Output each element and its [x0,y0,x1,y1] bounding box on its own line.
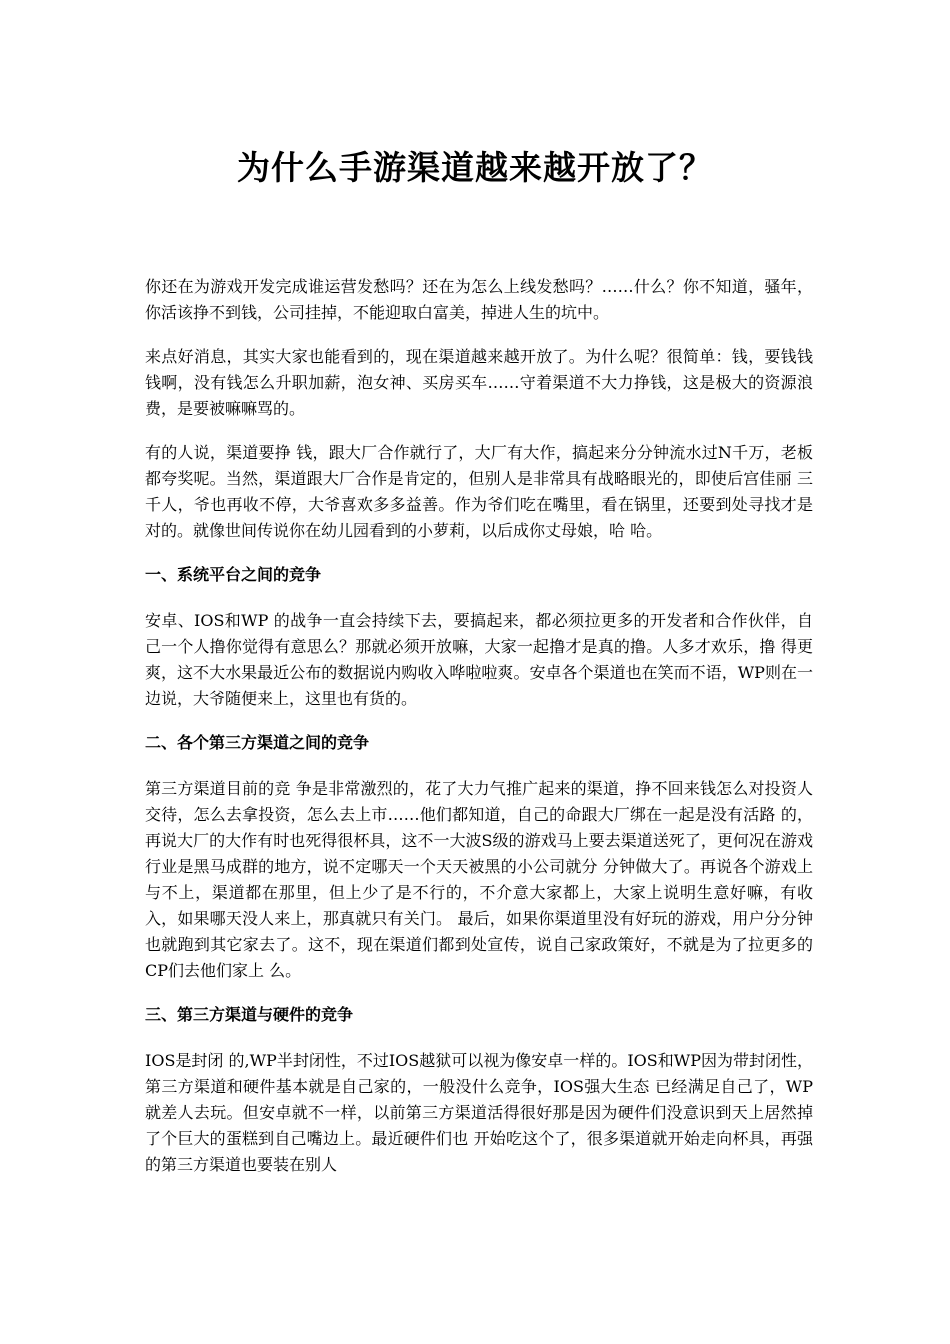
paragraph: 你还在为游戏开发完成谁运营发愁吗？还在为怎么上线发愁吗？……什么？你不知道，骚年，你活该挣不到钱，公司挂掉，不能迎取白富美，掉进人生的坑中。 [145,277,813,322]
paragraph: 来点好消息，其实大家也能看到的，现在渠道越来越开放了。为什么呢？很简单：钱，要钱钱钱啊，没有钱怎么升职加薪，泡女神、买房买车……守着渠道不大力挣钱，这是极大的资源浪费，是要被嘛嘛骂的。 [145,347,813,418]
paragraph: IOS是封闭 的,WP半封闭性，不过IOS越狱可以视为像安卓一样的。IOS和WP因为带封闭性，第三方渠道和硬件基本就是自己家的，一般没什么竞争，IOS强大生态 已经满足自己了，WP就差人去玩。但安卓就不一样，以前第三方渠道活得很好那是因为硬件们没意识到天上居然掉了个巨大的蛋糕到自己嘴边上。最近硬件们也 开始吃这个了，很多渠道就开始走向杯具，再强的第三方渠道也要装在别人 [145,1051,813,1174]
section-heading: 二、各个第三方渠道之间的竞争 [145,733,370,752]
document-body [145,274,813,1196]
section-heading: 一、系统平台之间的竞争 [145,565,322,584]
paragraph: 第三方渠道目前的竞 争是非常激烈的，花了大力气推广起来的渠道，挣不回来钱怎么对投资人交待，怎么去拿投资，怎么去上市……他们都知道，自己的命跟大厂绑在一起是没有活路 的，再说大厂的大作有时也死得很杯具，这不一大波S级的游戏马上要去渠道送死了，更何况在游戏行业是黑马成群的地方，说不定哪天一个天天被黑的小公司就分 分钟做大了。再说各个游戏上与不上，渠道都在那里，但上少了是不行的，不介意大家都上，大家上说明生意好嘛，有收入，如果哪天没人来上，那真就只有关门。 最后，如果你渠道里没有好玩的游戏，用户分分钟也就跑到其它家去了。这不，现在渠道们都到处宣传，说自己家政策好，不就是为了拉更多的CP们去他们家上 么。 [145,779,813,980]
section-heading: 三、第三方渠道与硬件的竞争 [145,1005,354,1024]
paragraph: 有的人说，渠道要挣 钱，跟大厂合作就行了，大厂有大作，搞起来分分钟流水过N千万，老板都夸奖呢。当然，渠道跟大厂合作是肯定的，但别人是非常具有战略眼光的，即使后宫佳丽 三千人，爷也再收不停，大爷喜欢多多益善。作为爷们吃在嘴里，看在锅里，还要到处寻找才是对的。就像世间传说你在幼儿园看到的小萝莉，以后成你丈母娘，哈 哈。 [145,443,813,540]
document-title: 为什么手游渠道越来越开放了？ [237,148,713,187]
paragraph: 安卓、IOS和WP 的战争一直会持续下去，要搞起来，都必须拉更多的开发者和合作伙伴，自己一个人撸你觉得有意思么？那就必须开放嘛，大家一起撸才是真的撸。人多才欢乐，撸 得更爽，这不大水果最近公布的数据说内购收入哗啦啦爽。安卓各个渠道也在笑而不语，WP则在一边说，大爷随便来上，这里也有货的。 [145,611,813,708]
